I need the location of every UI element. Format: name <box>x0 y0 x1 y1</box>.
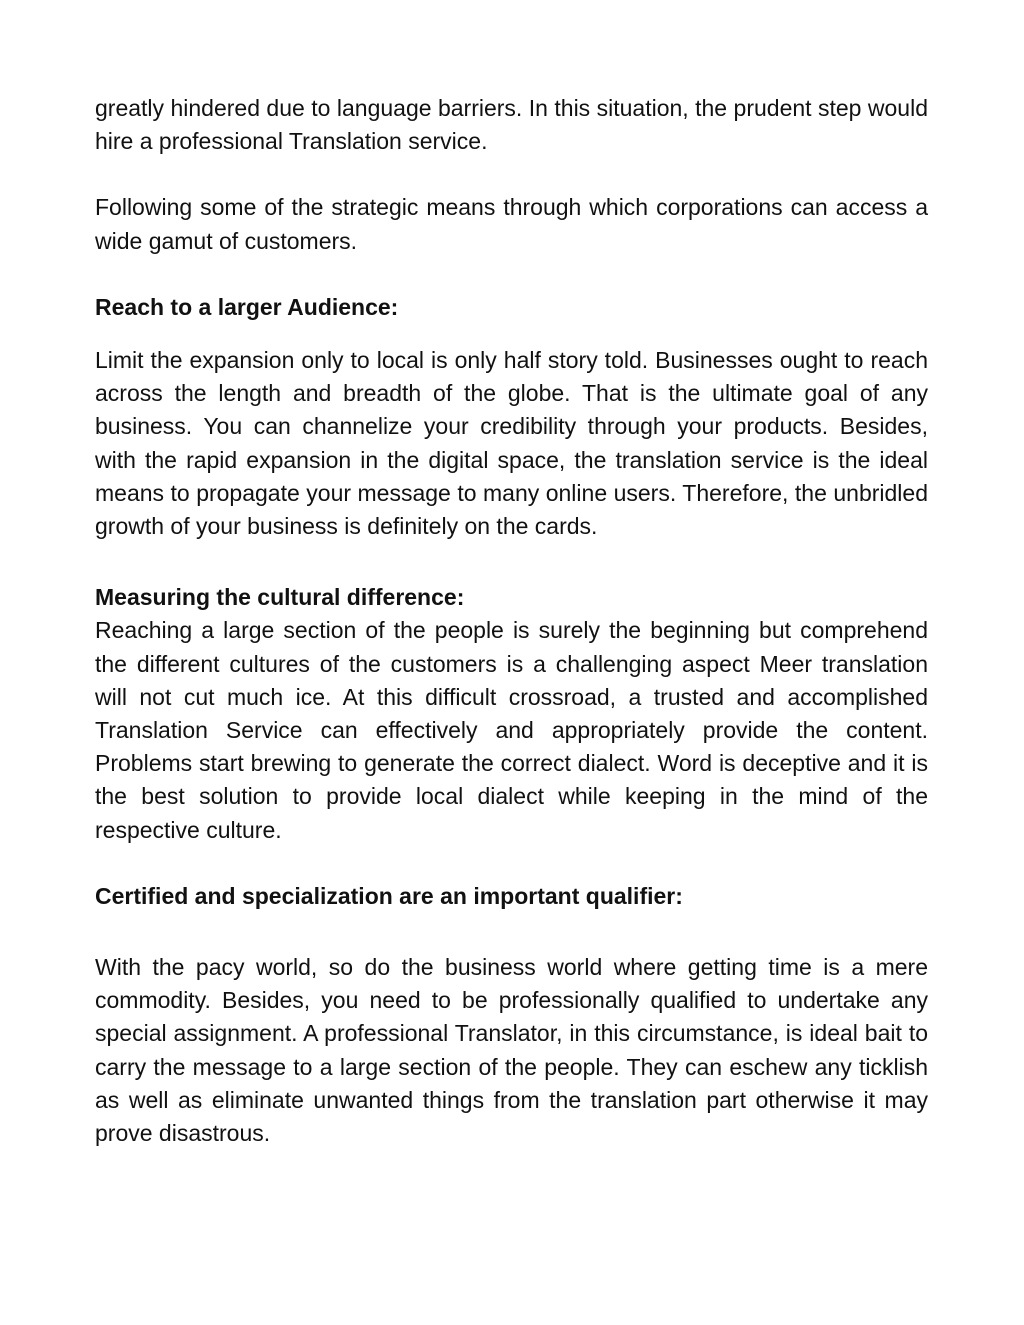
section-heading-cultural-difference: Measuring the cultural difference: <box>95 584 465 611</box>
intro-paragraph-2: Following some of the strategic means through which corporations can access a wide gamut of customers. <box>95 194 928 254</box>
document-page <box>95 92 928 1150</box>
section-paragraph-reach-audience: Limit the expansion only to local is only half story told. Businesses ought to reach across the length and breadth of the globe. That is the ultimate goal of any business. You can channelize your credibility through your products. Besides, with the rapid expansion in the digital space, the translation service is the ideal means to propagate your message to many online users. Therefore, the unbridled growth of your business is definitely on the cards. <box>95 347 928 540</box>
section-paragraph-certified-specialization: With the pacy world, so do the business world where getting time is a mere commodity. Besides, you need to be professionally qualified to undertake any special assignment. A professional Translator, in this circumstance, is ideal bait to carry the message to a large section of the people. They can eschew any ticklish as well as eliminate unwanted things from the translation part otherwise it may prove disastrous. <box>95 954 928 1147</box>
intro-paragraph-1: greatly hindered due to language barriers. In this situation, the prudent step would hire a professional Translation service. <box>95 95 928 155</box>
section-heading-reach-audience: Reach to a larger Audience: <box>95 293 399 320</box>
section-paragraph-cultural-difference: Reaching a large section of the people is surely the beginning but comprehend the different cultures of the customers is a challenging aspect Meer translation will not cut much ice. At this difficult crossroad, a trusted and accomplished Translation Service can effectively and appropriately provide the content. Problems start brewing to generate the correct dialect. Word is deceptive and it is the best solution to provide local dialect while keeping in the mind of the respective culture. <box>95 617 928 843</box>
section-heading-certified-specialization: Certified and specialization are an important qualifier: <box>95 882 683 909</box>
